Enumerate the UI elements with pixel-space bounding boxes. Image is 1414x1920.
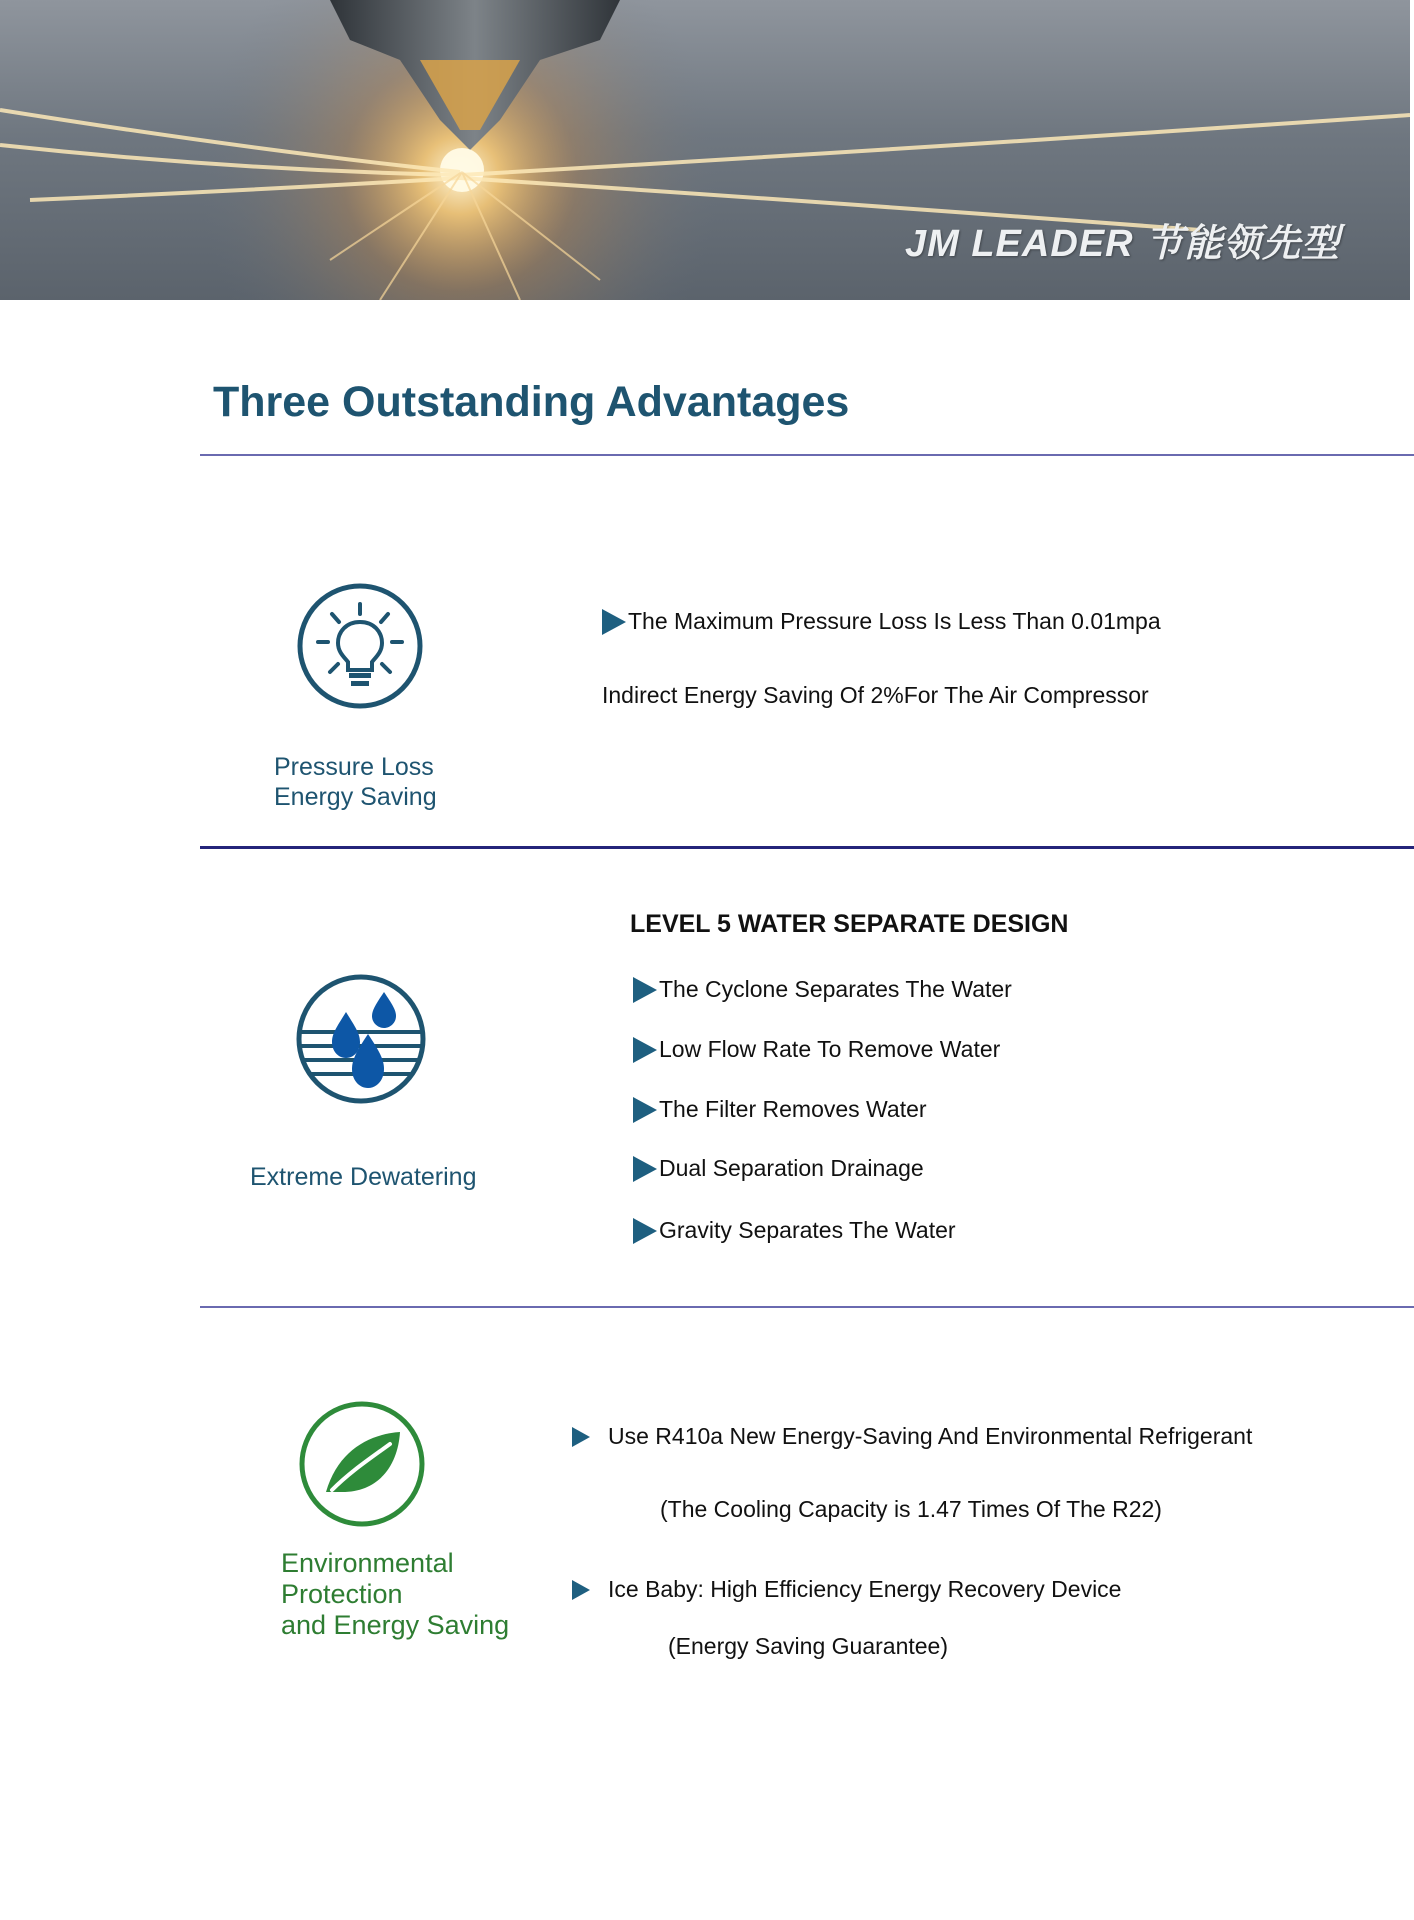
caption-line: and Energy Saving — [281, 1610, 510, 1640]
bullet-text: Gravity Separates The Water — [659, 1217, 956, 1243]
bullet-text: The Cyclone Separates The Water — [659, 976, 1012, 1002]
bullet-triangle-icon — [633, 1037, 657, 1063]
caption-line: Pressure Loss — [274, 753, 434, 781]
section-divider — [200, 846, 1414, 849]
caption-line: Protection — [281, 1579, 403, 1609]
bullet-triangle-icon — [572, 1427, 590, 1447]
section-divider — [200, 1306, 1414, 1308]
bullet-triangle-icon — [633, 1097, 657, 1123]
bullet-triangle-icon — [602, 609, 626, 635]
page-title: Three Outstanding Advantages — [213, 378, 850, 426]
water-drops-icon — [296, 974, 426, 1109]
bullet-text: Use R410a New Energy-Saving And Environmental Refrigerant — [608, 1423, 1253, 1449]
list-item-note — [668, 1633, 948, 1660]
list-item — [572, 1576, 1121, 1603]
brand-logo-text: JM LEADER 节能领先型 — [905, 223, 1341, 265]
note-text: (The Cooling Capacity is 1.47 Times Of The R22) — [660, 1496, 1162, 1522]
section-heading: LEVEL 5 WATER SEPARATE DESIGN — [630, 910, 1069, 938]
title-divider — [200, 454, 1414, 456]
bullet-text: Dual Separation Drainage — [659, 1155, 924, 1181]
list-item — [633, 1096, 927, 1123]
leaf-icon — [298, 1400, 426, 1533]
note-text: (Energy Saving Guarantee) — [668, 1633, 948, 1659]
list-item — [633, 1217, 956, 1244]
bullet-text: Indirect Energy Saving Of 2%For The Air Compressor — [602, 682, 1149, 708]
bullet-text: Ice Baby: High Efficiency Energy Recovery Device — [608, 1576, 1122, 1602]
bullet-triangle-icon — [633, 1218, 657, 1244]
pressure-loss-caption — [274, 752, 437, 812]
list-item-note — [660, 1496, 1162, 1523]
list-item — [572, 1423, 1252, 1450]
environmental-caption — [281, 1548, 509, 1641]
list-item — [602, 608, 1161, 635]
list-item — [633, 1036, 1000, 1063]
bullet-triangle-icon — [572, 1580, 590, 1600]
bullet-text: The Maximum Pressure Loss Is Less Than 0.01mpa — [628, 608, 1161, 634]
caption-line: Environmental — [281, 1548, 454, 1578]
bullet-text: The Filter Removes Water — [659, 1096, 927, 1122]
bullet-triangle-icon — [633, 1156, 657, 1182]
bullet-triangle-icon — [633, 977, 657, 1003]
header-banner — [0, 0, 1410, 300]
list-item — [633, 976, 1012, 1003]
extreme-dewatering-caption: Extreme Dewatering — [250, 1163, 477, 1191]
list-item — [602, 682, 1149, 709]
lightbulb-icon — [296, 582, 424, 715]
caption-line: Energy Saving — [274, 783, 437, 811]
bullet-text: Low Flow Rate To Remove Water — [659, 1036, 1001, 1062]
list-item — [633, 1155, 924, 1182]
